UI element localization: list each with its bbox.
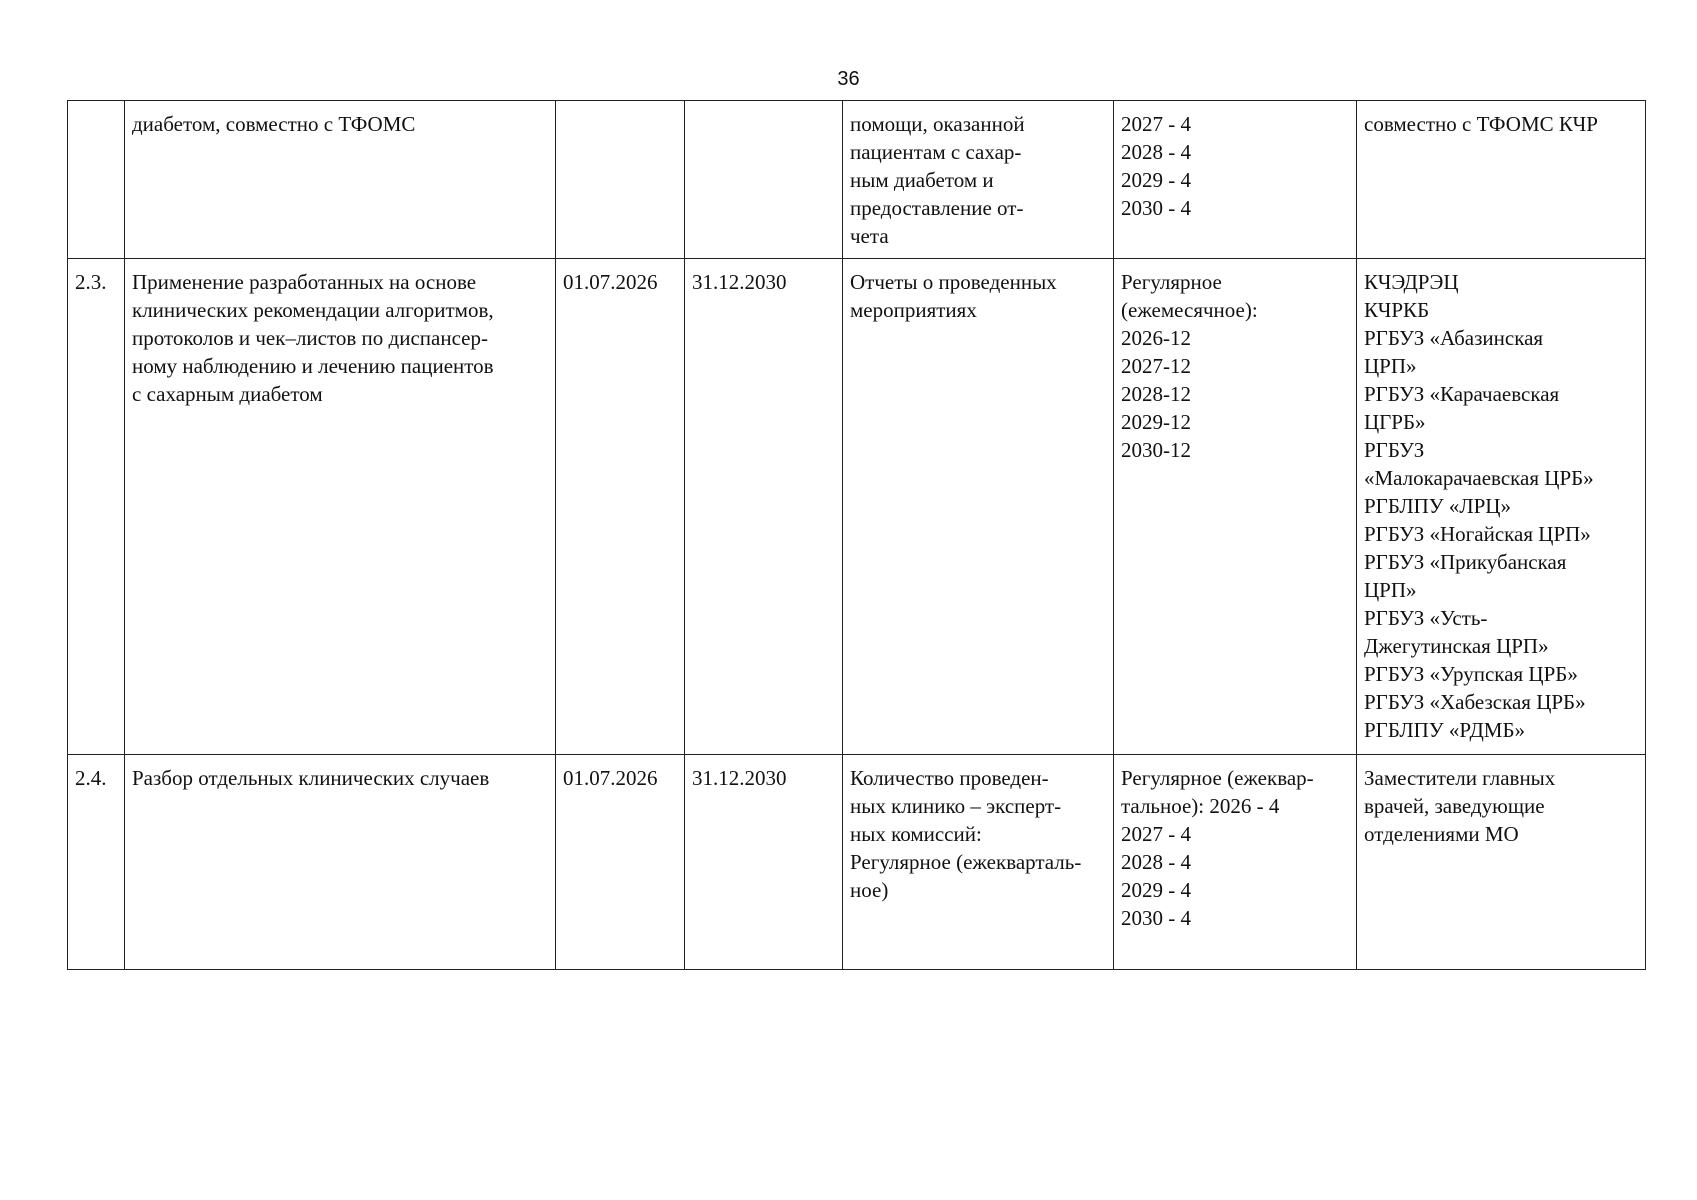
frequency-line: 2028 - 4 <box>1121 140 1191 164</box>
result-line: помощи, оказанной <box>850 112 1025 136</box>
start-date-cell <box>556 101 685 259</box>
table-row-continuation <box>68 101 1646 259</box>
responsible-line: совместно с ТФОМС КЧР <box>1364 112 1598 136</box>
result-line: Отчеты о проведенных <box>850 270 1057 294</box>
plan-table <box>67 100 1646 970</box>
activity-line: Применение разработанных на основе <box>132 270 477 294</box>
responsible-line: врачей, заведующие <box>1364 794 1545 818</box>
result-line: ных клинико – эксперт- <box>850 794 1062 818</box>
frequency-line: 2027-12 <box>1121 354 1191 378</box>
responsible-line: РГБЛПУ «РДМБ» <box>1364 718 1526 742</box>
table-row-2-4 <box>68 755 1646 970</box>
frequency-line: 2030-12 <box>1121 438 1191 462</box>
responsible-line: «Малокарачаевская ЦРБ» <box>1364 466 1594 490</box>
frequency-cell <box>1114 259 1357 755</box>
end-date: 31.12.2030 <box>692 766 787 790</box>
frequency-line: 2030 - 4 <box>1121 906 1191 930</box>
result-line: мероприятиях <box>850 298 977 322</box>
responsible-cell <box>1357 259 1646 755</box>
start-date-cell <box>556 259 685 755</box>
responsible-line: ЦРП» <box>1364 578 1417 602</box>
row-number: 2.3. <box>75 270 107 294</box>
responsible-line: КЧЭДРЭЦ <box>1364 270 1459 294</box>
activity-line: с сахарным диабетом <box>132 382 323 406</box>
start-date: 01.07.2026 <box>563 766 658 790</box>
result-line: предоставление от- <box>850 196 1024 220</box>
responsible-line: ЦГРБ» <box>1364 410 1426 434</box>
responsible-cell <box>1357 755 1646 970</box>
end-date-cell <box>685 259 843 755</box>
frequency-line: 2029 - 4 <box>1121 878 1191 902</box>
responsible-line: РГБУЗ «Усть- <box>1364 606 1488 630</box>
frequency-line: Регулярное (ежеквар- <box>1121 766 1314 790</box>
result-cell <box>843 101 1114 259</box>
responsible-line: Заместители главных <box>1364 766 1556 790</box>
activity-line: ному наблюдению и лечению пациентов <box>132 354 494 378</box>
row-number-cell <box>68 259 125 755</box>
responsible-line: отделениями МО <box>1364 822 1519 846</box>
activity-cell <box>125 259 556 755</box>
frequency-line: (ежемесячное): <box>1121 298 1258 322</box>
responsible-line: Джегутинская ЦРП» <box>1364 634 1549 658</box>
end-date: 31.12.2030 <box>692 270 787 294</box>
result-line: пациентам с сахар- <box>850 140 1022 164</box>
responsible-line: РГБУЗ «Карачаевская <box>1364 382 1560 406</box>
responsible-line: РГБЛПУ «ЛРЦ» <box>1364 494 1511 518</box>
result-line: чета <box>850 224 889 248</box>
activity-cell <box>125 101 556 259</box>
frequency-line: тальное): 2026 - 4 <box>1121 794 1280 818</box>
frequency-line: 2029 - 4 <box>1121 168 1191 192</box>
responsible-line: РГБУЗ «Абазинская <box>1364 326 1544 350</box>
responsible-cell <box>1357 101 1646 259</box>
frequency-line: 2026-12 <box>1121 326 1191 350</box>
row-number-cell <box>68 755 125 970</box>
responsible-line: РГБУЗ «Урупская ЦРБ» <box>1364 662 1578 686</box>
responsible-line: РГБУЗ «Ногайская ЦРП» <box>1364 522 1591 546</box>
activity-line: протоколов и чек–листов по диспансер- <box>132 326 488 350</box>
responsible-line: РГБУЗ «Прикубанская <box>1364 550 1567 574</box>
table-row-2-3 <box>68 259 1646 755</box>
responsible-line: КЧРКБ <box>1364 298 1430 322</box>
row-number-cell <box>68 101 125 259</box>
end-date-cell <box>685 755 843 970</box>
result-line: Регулярное (ежекварталь- <box>850 850 1082 874</box>
frequency-line: 2027 - 4 <box>1121 112 1191 136</box>
frequency-line: 2027 - 4 <box>1121 822 1191 846</box>
result-line: Количество проведен- <box>850 766 1049 790</box>
frequency-line: 2028-12 <box>1121 382 1191 406</box>
result-line: ным диабетом и <box>850 168 994 192</box>
activity-line: Разбор отдельных клинических случаев <box>132 766 490 790</box>
activity-text: диабетом, совместно с ТФОМС <box>132 112 416 136</box>
responsible-line: ЦРП» <box>1364 354 1417 378</box>
start-date-cell <box>556 755 685 970</box>
result-cell <box>843 755 1114 970</box>
frequency-line: 2028 - 4 <box>1121 850 1191 874</box>
page-number: 36 <box>837 68 860 90</box>
result-line: ное) <box>850 878 889 902</box>
responsible-line: РГБУЗ <box>1364 438 1425 462</box>
frequency-cell <box>1114 755 1357 970</box>
activity-line: клинических рекомендации алгоритмов, <box>132 298 494 322</box>
frequency-line: 2029-12 <box>1121 410 1191 434</box>
frequency-cell <box>1114 101 1357 259</box>
frequency-line: Регулярное <box>1121 270 1222 294</box>
end-date-cell <box>685 101 843 259</box>
responsible-line: РГБУЗ «Хабезская ЦРБ» <box>1364 690 1586 714</box>
result-cell <box>843 259 1114 755</box>
result-line: ных комиссий: <box>850 822 982 846</box>
start-date: 01.07.2026 <box>563 270 658 294</box>
activity-cell <box>125 755 556 970</box>
frequency-line: 2030 - 4 <box>1121 196 1191 220</box>
row-number: 2.4. <box>75 766 107 790</box>
